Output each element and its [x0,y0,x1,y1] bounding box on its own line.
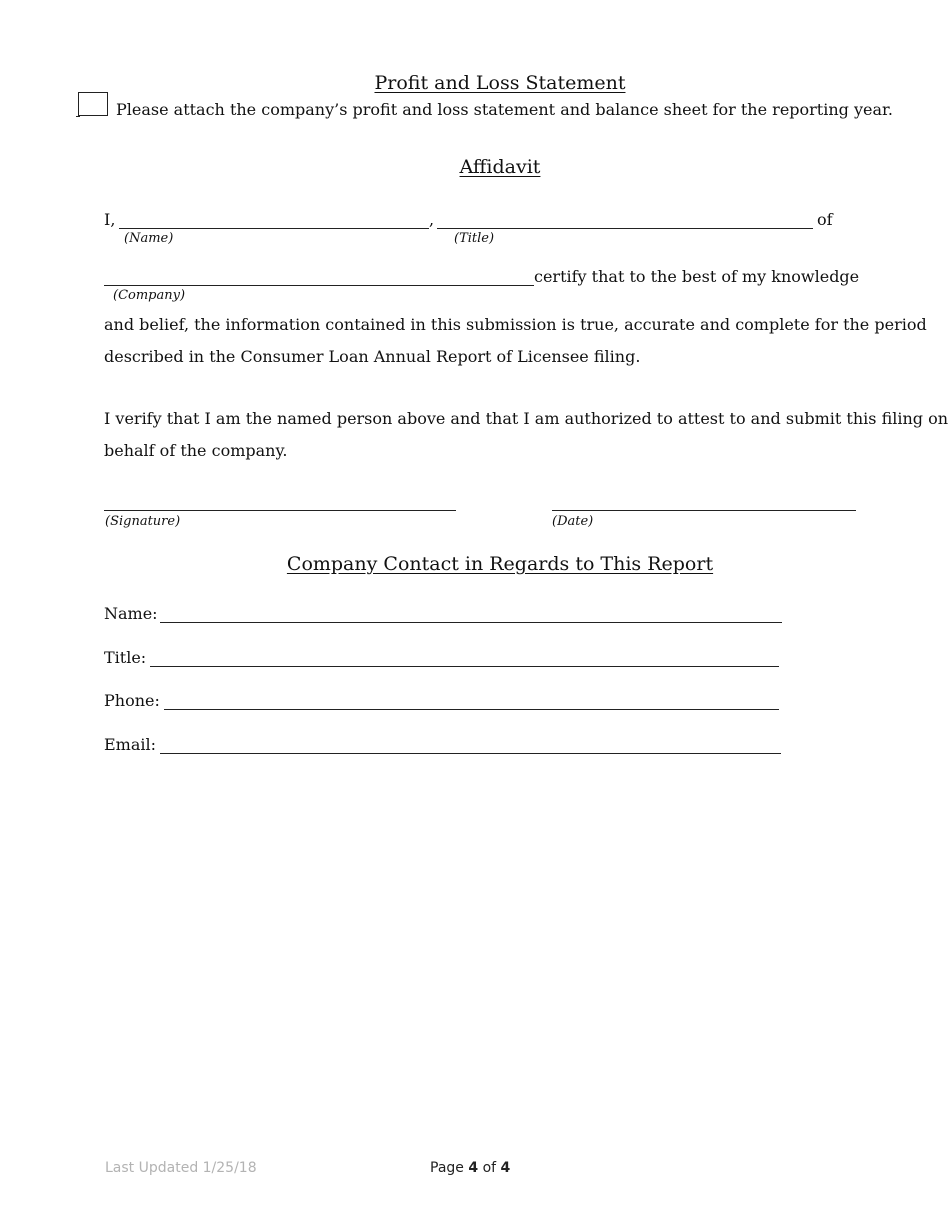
contact-title-field[interactable] [150,666,779,667]
contact-phone-field[interactable] [164,709,779,710]
affidavit-paragraph-2-line-2: behalf of the company. [104,441,288,460]
contact-email-label: Email: [104,735,157,754]
attach-statement-checkbox[interactable] [78,92,108,116]
signature-field[interactable] [104,510,456,511]
contact-name-label: Name: [104,604,158,623]
contact-heading: Company Contact in Regards to This Report [286,553,714,575]
checkbox-underline [76,116,80,117]
attach-instruction: Please attach the company’s profit and loss statement and balance sheet for the reporting year. [116,100,894,119]
last-updated: Last Updated 1/25/18 [105,1160,257,1176]
company-field[interactable] [104,285,534,286]
affidavit-i-label: I, [104,210,116,229]
contact-name-field[interactable] [160,622,782,623]
title-field[interactable] [437,228,813,229]
affidavit-heading: Affidavit [459,156,541,178]
name-field[interactable] [119,228,429,229]
page-prefix: Page [430,1160,464,1176]
affidavit-paragraph-1-line-2: described in the Consumer Loan Annual Report of Licensee filing. [104,347,641,366]
contact-phone-label: Phone: [104,691,160,710]
page-total: 4 [500,1160,511,1176]
title-caption: (Title) [454,231,495,246]
page-number [430,1160,510,1176]
contact-title-label: Title: [104,648,147,667]
profit-loss-heading: Profit and Loss Statement [374,72,626,94]
page-of: of [482,1160,497,1176]
certify-text: certify that to the best of my knowledge [534,267,860,286]
name-caption: (Name) [124,231,174,246]
affidavit-comma: , [429,210,435,229]
date-field[interactable] [552,510,856,511]
affidavit-paragraph-1-line-1: and belief, the information contained in this submission is true, accurate and complete for the period [104,315,927,334]
signature-caption: (Signature) [105,514,181,529]
page-current: 4 [468,1160,479,1176]
affidavit-paragraph-2-line-1: I verify that I am the named person above and that I am authorized to attest to and submit this filing on [104,409,949,428]
company-caption: (Company) [113,288,186,303]
date-caption: (Date) [552,514,594,529]
affidavit-of-label: of [817,210,833,229]
contact-email-field[interactable] [160,753,781,754]
